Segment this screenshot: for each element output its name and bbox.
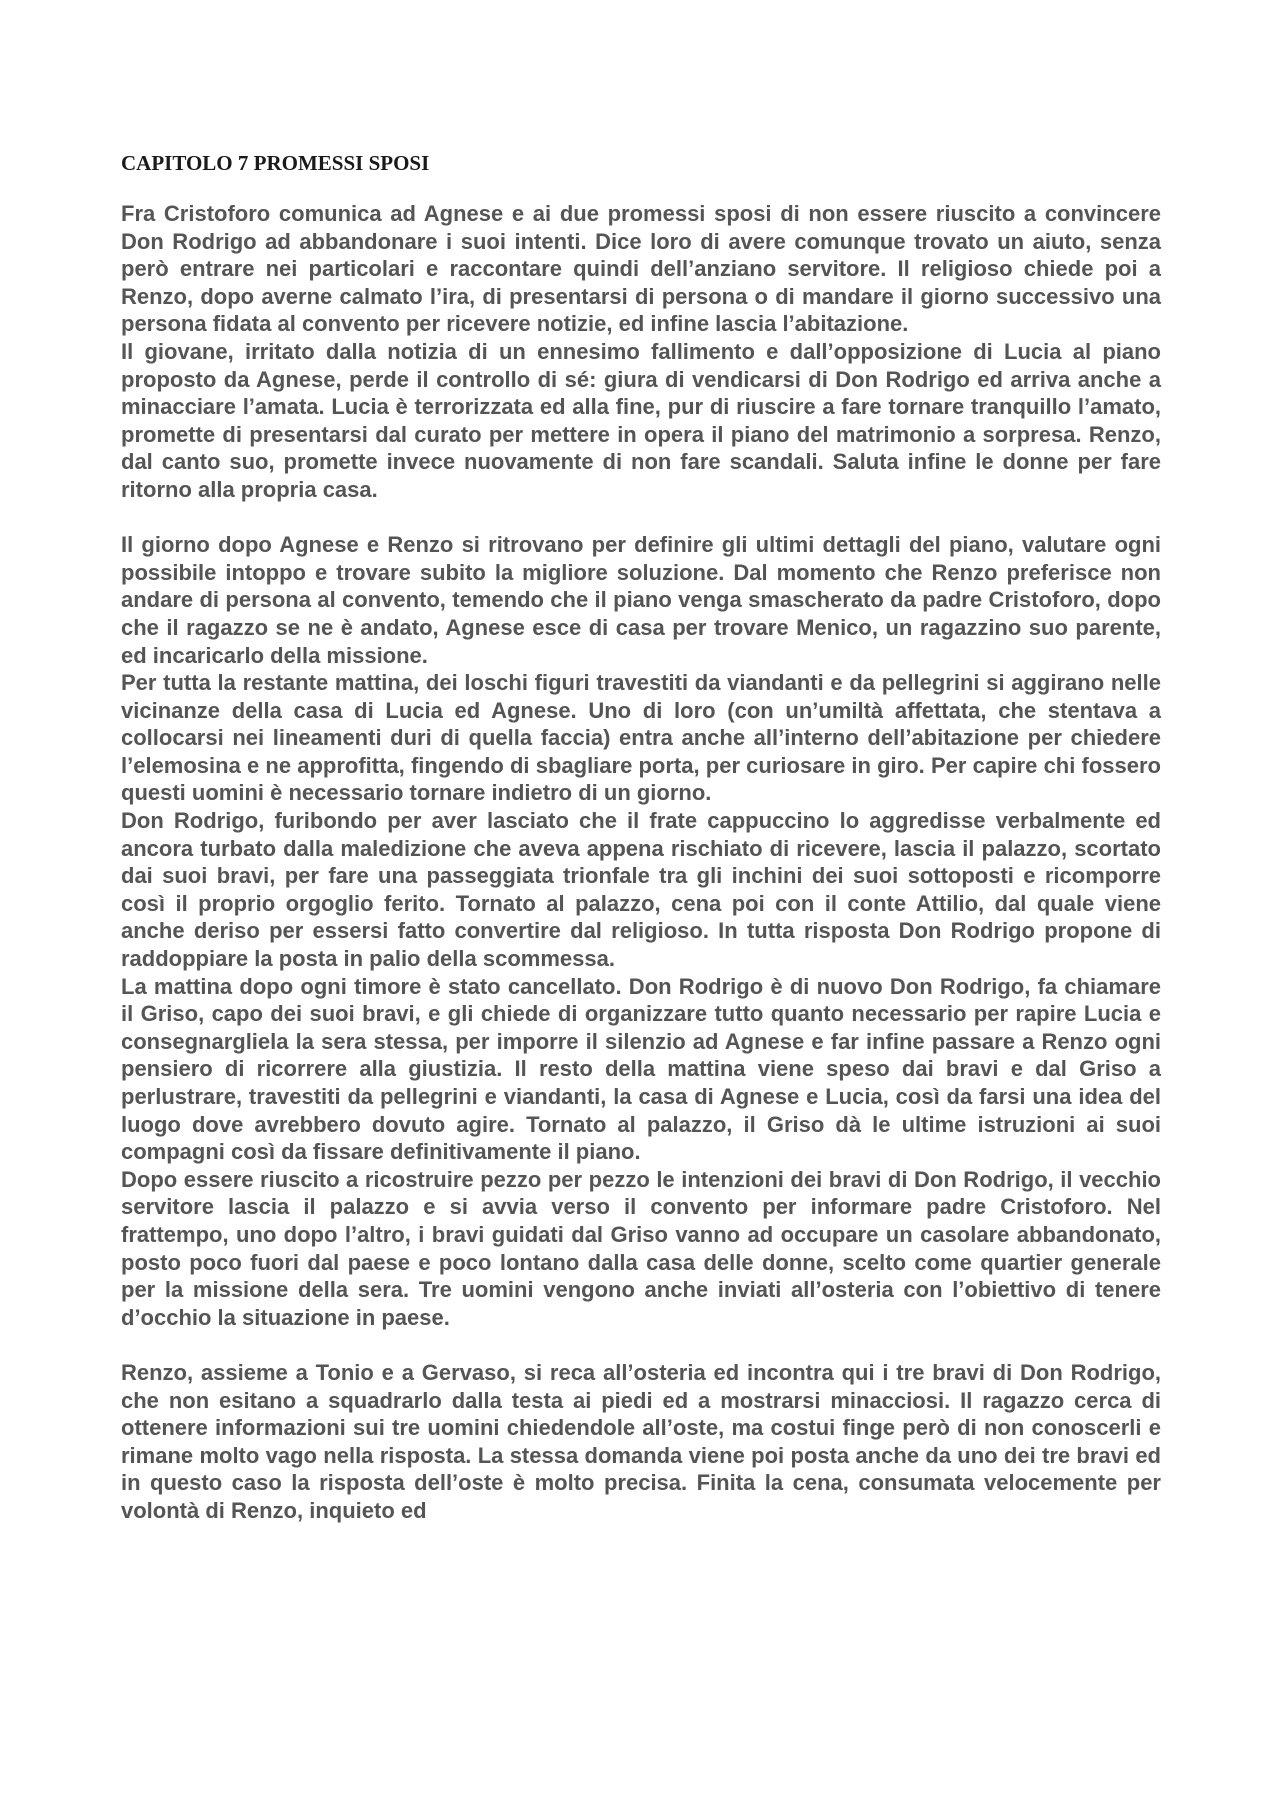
paragraph-4: Per tutta la restante mattina, dei loschi figuri travestiti da viandanti e da pellegrini si aggirano nelle vicinanze della casa di Lucia ed Agnese. Uno di loro (con un’umiltà affettata, che stentava a collocarsi nei lineamenti duri di quella faccia) entra anche all’interno dell’abitazione per chiedere l’elemosina e ne approfitta, fingendo di sbagliare porta, per curiosare in giro. Per capire chi fossero questi uomini è necessario tornare indietro di un giorno. — [121, 670, 1161, 806]
paragraph-2: Il giovane, irritato dalla notizia di un ennesimo fallimento e dall’opposizione di Lucia al piano proposto da Agnese, perde il controllo di sé: giura di vendicarsi di Don Rodrigo ed arriva anche a minacciare l’amata. Lucia è terrorizzata ed alla fine, pur di riuscire a fare tornare tranquillo l’amato, promette di presentarsi dal curato per mettere in opera il piano del matrimonio a sorpresa. Renzo, dal canto suo, promette invece nuovamente di non fare scandali. Saluta infine le donne per fare ritorno alla propria casa. — [121, 338, 1161, 502]
paragraph-6: La mattina dopo ogni timore è stato cancellato. Don Rodrigo è di nuovo Don Rodrigo, fa chiamare il Griso, capo dei suoi bravi, e gli chiede di organizzare tutto quanto necessario per rapire Lucia e consegnargliela la sera stessa, per imporre il silenzio ad Agnese e far infine passare a Renzo ogni pensiero di ricorrere alla giustizia. Il resto della mattina viene speso dai bravi e dal Griso a perlustrare, travestiti da pellegrini e viandanti, la casa di Agnese e Lucia, così da farsi una idea del luogo dove avrebbero dovuto agire. Tornato al palazzo, il Griso dà le ultime istruzioni ai suoi compagni così da fissare definitivamente il piano. — [121, 973, 1161, 1165]
paragraph-5: Don Rodrigo, furibondo per aver lasciato che il frate cappuccino lo aggredisse verbalmente ed ancora turbato dalla maledizione che aveva appena rischiato di ricevere, lascia il palazzo, scortato dai suoi bravi, per fare una passeggiata trionfale tra gli inchini dei suoi sottoposti e ricomporre così il proprio orgoglio ferito. Tornato al palazzo, cena poi con il conte Attilio, dal quale viene anche deriso per essersi fatto convertire dal religioso. In tutta risposta Don Rodrigo propone di raddoppiare la posta in palio della scommessa. — [121, 808, 1161, 972]
paragraph-7: Dopo essere riuscito a ricostruire pezzo per pezzo le intenzioni dei bravi di Don Rodrigo, il vecchio servitore lascia il palazzo e si avvia verso il convento per informare padre Cristoforo. Nel frattempo, uno dopo l’altro, i bravi guidati dal Griso vanno ad occupare un casolare abbandonato, posto poco fuori dal paese e poco lontano dalla casa delle donne, scelto come quartier generale per la missione della sera. Tre uomini vengono anche inviati all’osteria con l’obiettivo di tenere d’occhio la situazione in paese. — [121, 1166, 1161, 1330]
paragraph-3: Il giorno dopo Agnese e Renzo si ritrovano per definire gli ultimi dettagli del piano, valutare ogni possibile intoppo e trovare subito la migliore soluzione. Dal momento che Renzo preferisce non andare di persona al convento, temendo che il piano venga smascherato da padre Cristoforo, dopo che il ragazzo se ne è andato, Agnese esce di casa per trovare Menico, un ragazzino suo parente, ed incaricarlo della missione. — [121, 532, 1161, 668]
paragraph-8: Renzo, assieme a Tonio e a Gervaso, si reca all’osteria ed incontra qui i tre bravi di Don Rodrigo, che non esitano a squadrarlo dalla testa ai piedi ed a mostrarsi minacciosi. Il ragazzo cerca di ottenere informazioni sui tre uomini chiedendole all’oste, ma costui finge però di non conoscerli e rimane molto vago nella risposta. La stessa domanda viene poi posta anche da uno dei tre bravi ed in questo caso la risposta dell’oste è molto precisa. Finita la cena, consumata velocemente per volontà di Renzo, inquieto ed — [121, 1359, 1161, 1523]
document-title: CAPITOLO 7 PROMESSI SPOSI — [121, 151, 430, 175]
document-page — [121, 150, 1161, 1525]
paragraph-1: Fra Cristoforo comunica ad Agnese e ai due promessi sposi di non essere riuscito a convincere Don Rodrigo ad abbandonare i suoi intenti. Dice loro di avere comunque trovato un aiuto, senza però entrare nei particolari e raccontare quindi dell’anziano servitore. Il religioso chiede poi a Renzo, dopo averne calmato l’ira, di presentarsi di persona o di mandare il giorno successivo una persona fidata al convento per ricevere notizie, ed infine lascia l’abitazione. — [121, 201, 1161, 337]
